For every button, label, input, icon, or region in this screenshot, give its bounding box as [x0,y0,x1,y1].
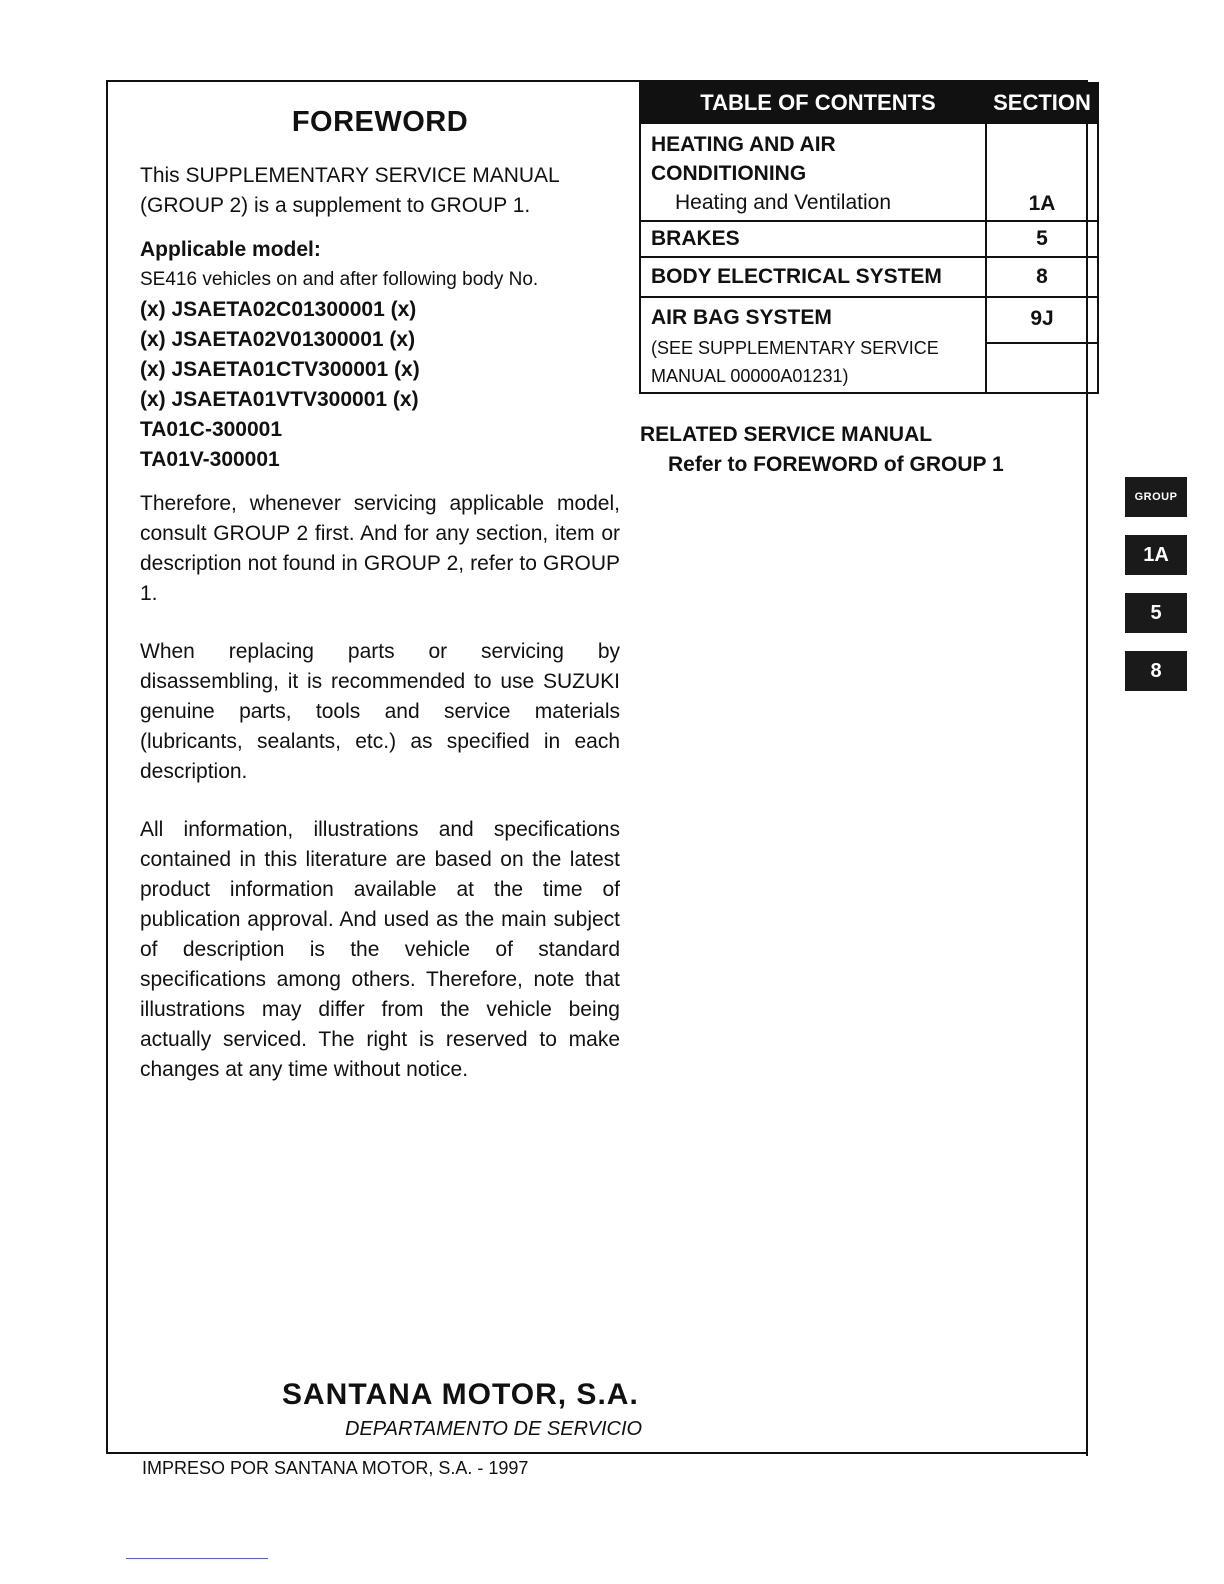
footer-line [126,1558,268,1559]
toc-row-air-bag [640,297,986,393]
tab-1a[interactable]: 1A [1125,535,1187,575]
intro-line-1: This SUPPLEMENTARY SERVICE MANUAL [140,164,560,187]
section-header: SECTION [986,83,1098,123]
table-of-contents [639,82,1099,394]
toc-section-1a: 1A [986,123,1098,221]
toc-row-body-electrical: BODY ELECTRICAL SYSTEM [640,257,986,297]
toc-row-heating-line1: HEATING AND AIR [651,133,836,156]
toc-section-9j-label: 9J [987,302,1097,344]
toc-header: TABLE OF CONTENTS [640,83,986,123]
applicable-label: Applicable model: [140,238,321,261]
tab-group[interactable]: GROUP [1125,477,1187,517]
related-title: RELATED SERVICE MANUAL [640,423,933,446]
tab-8[interactable]: 8 [1125,651,1187,691]
paragraph-information: All information, illustrations and specifications contained in this literature are based on the latest product information available at the time of publication approval. And used as the main subject of description is the vehicle of standard specifications among others. Therefore, note that illustrations may differ from the vehicle being actually serviced. The right is reserved to make changes at any time without notice. [140,818,620,1081]
toc-row-heating [640,123,986,221]
applicable-text: SE416 vehicles on and after following body No. [140,269,539,290]
toc-row-air-bag-name: AIR BAG SYSTEM [651,306,832,329]
toc-row-heating-sub: Heating and Ventilation [675,191,891,214]
foreword-column [140,100,620,1085]
body-number: (x) JSAETA02V01300001 (x) [140,328,416,351]
company-name: SANTANA MOTOR, S.A. [282,1378,639,1411]
body-number: (x) JSAETA02C01300001 (x) [140,298,417,321]
body-number: (x) JSAETA01VTV300001 (x) [140,388,419,411]
toc-section-9j [986,297,1098,393]
toc-row-air-bag-note-2: MANUAL 00000A01231) [651,366,849,386]
toc-row-brakes: BRAKES [640,221,986,257]
tab-5[interactable]: 5 [1125,593,1187,633]
toc-section-8: 8 [986,257,1098,297]
printed-by: IMPRESO POR SANTANA MOTOR, S.A. - 1997 [142,1458,529,1478]
toc-section-5: 5 [986,221,1098,257]
toc-row-heating-line2: CONDITIONING [651,162,807,185]
body-number: TA01V-300001 [140,448,280,471]
paragraph-servicing: Therefore, whenever servicing applicable model, consult GROUP 2 first. And for any section, item or description not found in GROUP 2, refer to GROUP 1. [140,492,620,605]
toc-row-air-bag-note-1: (SEE SUPPLEMENTARY SERVICE [651,338,939,358]
section-tabs [1125,477,1187,709]
related-text: Refer to FOREWORD of GROUP 1 [668,453,1004,476]
paragraph-parts: When replacing parts or servicing by disassembling, it is recommended to use SUZUKI genuine parts, tools and service materials (lubricants, sealants, etc.) as specified in each description. [140,640,620,783]
related-service-manual [640,420,1004,480]
department-name: DEPARTAMENTO DE SERVICIO [345,1418,643,1440]
foreword-title: FOREWORD [291,106,469,138]
body-number: TA01C-300001 [140,418,283,441]
body-number: (x) JSAETA01CTV300001 (x) [140,358,420,381]
intro-line-2: (GROUP 2) is a supplement to GROUP 1. [140,194,531,217]
